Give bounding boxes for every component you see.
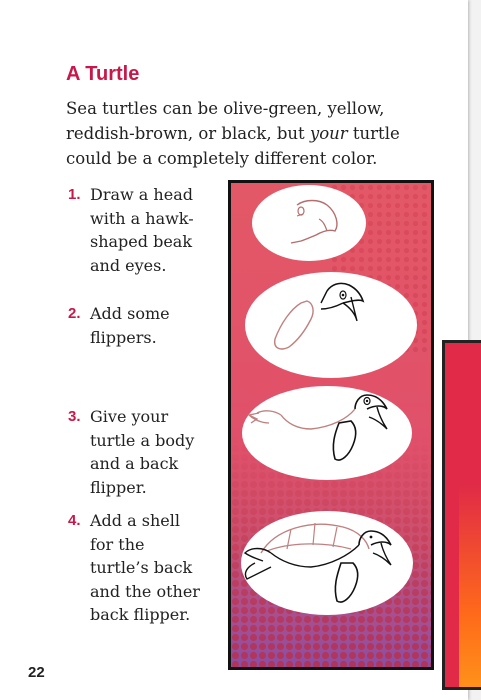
turtle-body-sketch [242, 386, 412, 480]
step-text: Give your turtle a body and a back flipper. [90, 407, 195, 497]
step-number: 3. [68, 408, 81, 425]
step-1 [68, 183, 208, 277]
turtle-flippers-sketch [245, 272, 417, 378]
step-number: 4. [68, 512, 81, 529]
step-number: 1. [68, 186, 81, 203]
step-number: 2. [68, 305, 81, 322]
step-4 [68, 509, 208, 627]
next-page-gradient [459, 483, 481, 690]
page-number: 22 [28, 664, 45, 681]
step-text: Add some flippers. [90, 304, 170, 347]
step-2 [68, 302, 208, 349]
turtle-head-sketch [252, 185, 366, 261]
intro-text-end: turtle could be a completely different color. [66, 124, 400, 168]
turtle-drawing-panel [231, 183, 431, 667]
intro-paragraph [66, 96, 426, 171]
drawing-steps-illustration [228, 180, 434, 670]
page-title: A Turtle [66, 63, 140, 85]
intro-emphasis: your [309, 124, 348, 143]
next-page-edge [442, 340, 481, 690]
step-3 [68, 405, 208, 499]
intro-text-start: Sea turtles can be olive-green, yellow, reddish-brown, or black, but [66, 99, 385, 143]
turtle-shell-sketch [241, 511, 413, 615]
step-text: Draw a head with a hawk-shaped beak and eyes. [90, 185, 194, 275]
step-text: Add a shell for the turtle’s back and the other back flipper. [90, 511, 200, 624]
